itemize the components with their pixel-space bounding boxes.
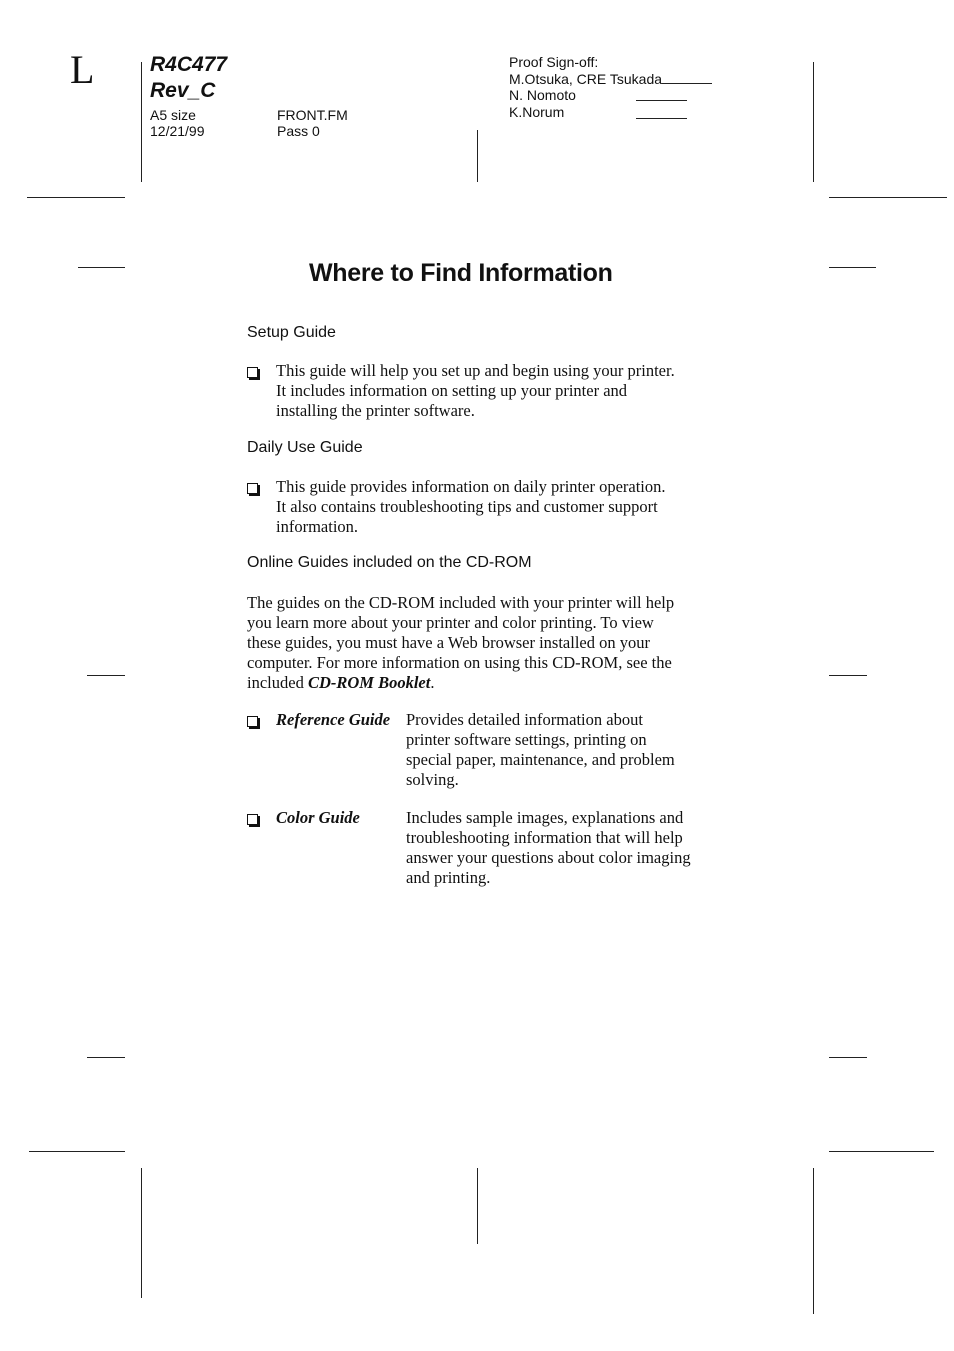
date: 12/21/99 xyxy=(150,123,205,139)
crop-mark xyxy=(141,62,142,182)
section-body xyxy=(276,477,756,537)
section-heading: Setup Guide xyxy=(247,324,336,341)
text-line: answer your questions about color imaging xyxy=(406,848,691,867)
bullet-icon xyxy=(247,483,258,494)
signoff-row xyxy=(509,71,712,88)
signoff-name: M.Otsuka, CRE Tsukada xyxy=(509,71,663,87)
crop-mark xyxy=(829,1151,934,1152)
guide-term: Reference Guide xyxy=(276,710,391,729)
file-name: FRONT.FM xyxy=(277,107,348,123)
paper-size: A5 size xyxy=(150,107,196,123)
text-line: Includes sample images, explanations and xyxy=(406,808,684,827)
crop-mark xyxy=(141,1168,142,1298)
section-heading: Daily Use Guide xyxy=(247,439,363,456)
text-line: printer software settings, printing on xyxy=(406,730,647,749)
crop-mark xyxy=(29,1151,125,1152)
proof-title: Proof Sign-off: xyxy=(509,54,599,70)
booklet-title: CD-ROM Booklet xyxy=(307,673,431,692)
text-line: solving. xyxy=(406,770,459,789)
crop-mark xyxy=(78,267,125,268)
section-body xyxy=(276,361,756,421)
bullet-icon xyxy=(247,814,258,825)
signature-line xyxy=(636,100,687,101)
guide-description xyxy=(406,710,746,790)
text-line: you learn more about your printer and color printing. To view xyxy=(247,613,654,632)
crop-mark xyxy=(813,1168,814,1314)
crop-mark xyxy=(87,1057,125,1058)
text-line: It also contains troubleshooting tips and customer support xyxy=(276,497,658,516)
crop-mark xyxy=(829,1057,867,1058)
signoff-name: K.Norum xyxy=(509,104,565,120)
bullet-icon xyxy=(247,367,258,378)
signoff-row xyxy=(509,104,564,121)
text-line: special paper, maintenance, and problem xyxy=(406,750,675,769)
signature-line xyxy=(636,118,687,119)
signoff-row xyxy=(509,87,576,104)
guide-description xyxy=(406,808,746,888)
text-line: troubleshooting information that will help xyxy=(406,828,683,847)
revision-code: Rev_C xyxy=(150,79,216,102)
text-line: This guide provides information on daily printer operation. xyxy=(276,477,666,496)
section-body xyxy=(247,593,747,693)
model-code: R4C477 xyxy=(150,53,228,76)
text-line: these guides, you must have a Web browser installed on your xyxy=(247,633,650,652)
text-line: Provides detailed information about xyxy=(406,710,643,729)
text-line: computer. For more information on using this CD-ROM, see the xyxy=(247,653,672,672)
crop-mark xyxy=(477,1168,478,1244)
section-heading: Online Guides included on the CD-ROM xyxy=(247,554,532,571)
guide-term: Color Guide xyxy=(276,808,360,827)
text-fragment: . xyxy=(430,673,435,692)
text-line: and printing. xyxy=(406,868,491,887)
text-line: information. xyxy=(276,517,359,536)
text-fragment: included xyxy=(247,673,308,692)
crop-mark xyxy=(27,197,125,198)
text-line: This guide will help you set up and begin using your printer. xyxy=(276,361,675,380)
crop-mark xyxy=(829,675,867,676)
crop-mark xyxy=(87,675,125,676)
crop-mark xyxy=(829,197,947,198)
bullet-icon xyxy=(247,716,258,727)
crop-mark xyxy=(477,130,478,182)
text-line: It includes information on setting up your printer and xyxy=(276,381,628,400)
signature-line xyxy=(662,71,712,84)
signoff-name: N. Nomoto xyxy=(509,87,576,103)
pass-number: Pass 0 xyxy=(277,123,320,139)
corner-letter: L xyxy=(70,47,95,92)
text-line: The guides on the CD-ROM included with your printer will help xyxy=(247,593,675,612)
text-line: installing the printer software. xyxy=(276,401,475,420)
page-title: Where to Find Information xyxy=(309,259,613,287)
crop-mark xyxy=(829,267,876,268)
text-line xyxy=(247,673,747,693)
crop-mark xyxy=(813,62,814,182)
